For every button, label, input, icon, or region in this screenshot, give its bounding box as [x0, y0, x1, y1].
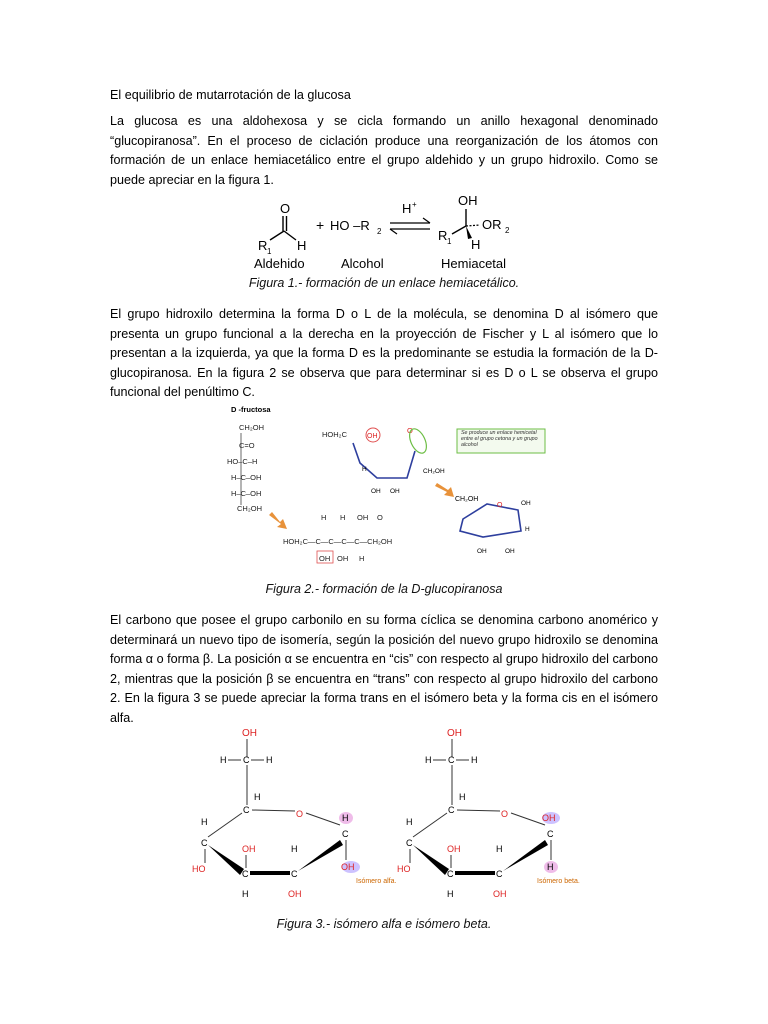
aldehyde-h: H: [297, 238, 307, 253]
fischer-line: H–C–OH: [231, 473, 262, 482]
figure-1-caption: Figura 1.- formación de un enlace hemiacetálico.: [248, 276, 520, 290]
beta-top-oh: OH: [447, 728, 462, 739]
alpha-h: H: [220, 755, 227, 765]
chain-bottom-label: OH: [319, 554, 331, 563]
label-hemiacetal: Hemiacetal: [441, 256, 507, 271]
fischer-line: CH₂OH: [237, 504, 262, 513]
figure-2-diagram: [225, 403, 550, 568]
beta-c5: C: [448, 805, 455, 815]
fischer-line: C=O: [239, 441, 255, 450]
fischer-projection: [227, 423, 264, 513]
hemiacetal-h: H: [471, 237, 481, 252]
ring-o: O: [497, 502, 503, 509]
chain-top-label: H: [321, 513, 327, 522]
chain-formula: HOH₂C—C—C—C—C—CH₂OH: [283, 537, 393, 546]
document-title: El equilibrio de mutarrotación de la glucosa: [110, 88, 351, 102]
beta-h: H: [459, 792, 466, 802]
ring-h: H: [525, 526, 530, 533]
mid-h: H: [362, 466, 367, 473]
beta-h: H: [496, 844, 503, 854]
beta-oh-anomeric: OH: [542, 813, 556, 823]
catalyst-h: H: [402, 201, 412, 216]
paragraph-2: El grupo hidroxilo determina la forma D o L de la molécula, se denomina D al isómero que presenta un grupo funcional a la derecha en la proyección de Fischer y L al isómero que lo presentan a la izquierda, ya que la forma D es la predominante se estudia la formación de la D-glucopiranosa. En la figura 2 se observa que para determinar si es D o L se observa el grupo funcional del penúltimo C.: [110, 307, 658, 399]
alpha-h: H: [266, 755, 273, 765]
alpha-c2: C: [291, 869, 298, 879]
alpha-oh: OH: [242, 844, 256, 854]
alpha-top-oh: OH: [242, 728, 257, 739]
mid-ch2oh: CH₂OH: [423, 468, 445, 475]
beta-ring-o: O: [501, 809, 509, 819]
beta-h: H: [425, 755, 432, 765]
alpha-c3: C: [242, 869, 249, 879]
beta-oh: OH: [493, 889, 507, 899]
beta-c3: C: [447, 869, 454, 879]
alpha-label: Isómero alfa.: [356, 878, 397, 885]
chain-top-label: H: [340, 513, 346, 522]
beta-h: H: [406, 817, 413, 827]
alcohol-formula: HO –R: [330, 218, 370, 233]
beta-oh: OH: [447, 844, 461, 854]
alpha-h-anomeric: H: [342, 813, 349, 823]
beta-isomer: [397, 728, 580, 899]
beta-c6: C: [448, 755, 455, 765]
figure-2-caption: Figura 2.- formación de la D-glucopiranosa: [265, 582, 503, 596]
figure-1-reaction: [250, 193, 540, 273]
alpha-c1: C: [342, 829, 349, 839]
hemiacetal-r1-sub: 1: [447, 237, 452, 246]
ring-ch2oh: CH₂OH: [455, 496, 479, 503]
chain-bottom-label: OH: [337, 554, 349, 563]
or2-subscript: 2: [505, 226, 510, 235]
beta-h: H: [447, 889, 454, 899]
chain-bottom-label: H: [359, 554, 365, 563]
beta-ho: HO: [397, 864, 411, 874]
figure-3-caption: Figura 3.- isómero alfa e isómero beta.: [276, 917, 492, 931]
r1-label: R: [258, 238, 268, 253]
label-aldehyde: Aldehido: [254, 256, 305, 271]
hemiacetal-or2: OR: [482, 217, 502, 232]
mid-hoh2c: HOH₂C: [322, 430, 347, 439]
fischer-line: CH₂OH: [239, 423, 264, 432]
beta-c1: C: [547, 829, 554, 839]
alpha-h: H: [242, 889, 249, 899]
fischer-line: HO–C–H: [227, 457, 258, 466]
r2-subscript: 2: [377, 227, 382, 236]
alpha-oh-anomeric: OH: [341, 862, 355, 872]
hemiacetal-r1: R: [438, 228, 448, 243]
ring-oh: OH: [521, 500, 531, 507]
label-alcohol: Alcohol: [341, 256, 384, 271]
mid-o: O: [407, 426, 413, 435]
beta-c4: C: [406, 838, 413, 848]
paragraph-3: El carbono que posee el grupo carbonilo en su forma cíclica se denomina carbono anomérico y determinará un nuevo tipo de isomería, según la posición del nuevo grupo hidroxilo se denomina forma α o forma β. La posición α se encuentra en “cis” con respecto al grupo hidroxilo del carbono 2, mientras que la posición β se encuentra en “trans” con respecto al grupo hidroxilo del carbono 2. En la figura 3 se puede apreciar la forma trans en el isómero beta y la forma cis en el isómero alfa.: [110, 613, 658, 725]
beta-label: Isómero beta.: [537, 878, 580, 885]
fig2-title: D -fructosa: [231, 405, 271, 414]
arrow-icon: [269, 512, 287, 529]
beta-h-anomeric: H: [547, 862, 554, 872]
mid-oh: OH: [371, 488, 381, 495]
paragraph-1: La glucosa es una aldohexosa y se cicla formando un anillo hexagonal denominado “glucopiranosa”. En el proceso de ciclación produce una reorganización de los átomos con formación de un enlace hemiacetálico entre el grupo aldehido y un grupo hidroxilo. Como se puede apreciar en la figura 1.: [110, 114, 658, 187]
alpha-h: H: [201, 817, 208, 827]
beta-h: H: [471, 755, 478, 765]
arrow-icon: [435, 483, 454, 497]
ring-oh: OH: [477, 548, 487, 555]
alpha-c4: C: [201, 838, 208, 848]
alpha-c5: C: [243, 805, 250, 815]
catalyst-charge: +: [412, 200, 417, 209]
aldehyde-oxygen: O: [280, 201, 291, 216]
hemiacetal-oh: OH: [458, 193, 478, 208]
fischer-line: H–C–OH: [231, 489, 262, 498]
alpha-h: H: [291, 844, 298, 854]
alpha-h: H: [254, 792, 261, 802]
chain-top-label: OH: [357, 513, 369, 522]
alpha-ring-o: O: [296, 809, 304, 819]
figure-3-isomers: [190, 725, 580, 905]
note-text: Se produce un enlace hemicetal entre el grupo cetona y un grupo alcohol: [461, 430, 538, 449]
alpha-c6: C: [243, 755, 250, 765]
ring-oh: OH: [505, 548, 515, 555]
alpha-oh: OH: [288, 889, 302, 899]
beta-c2: C: [496, 869, 503, 879]
alpha-ho: HO: [192, 864, 206, 874]
chain-top-label: O: [377, 513, 383, 522]
r1-subscript: 1: [267, 247, 272, 256]
alpha-isomer: [192, 728, 397, 899]
mid-oh: OH: [390, 488, 400, 495]
mid-oh: OH: [367, 433, 378, 440]
plus-sign: +: [316, 217, 325, 233]
